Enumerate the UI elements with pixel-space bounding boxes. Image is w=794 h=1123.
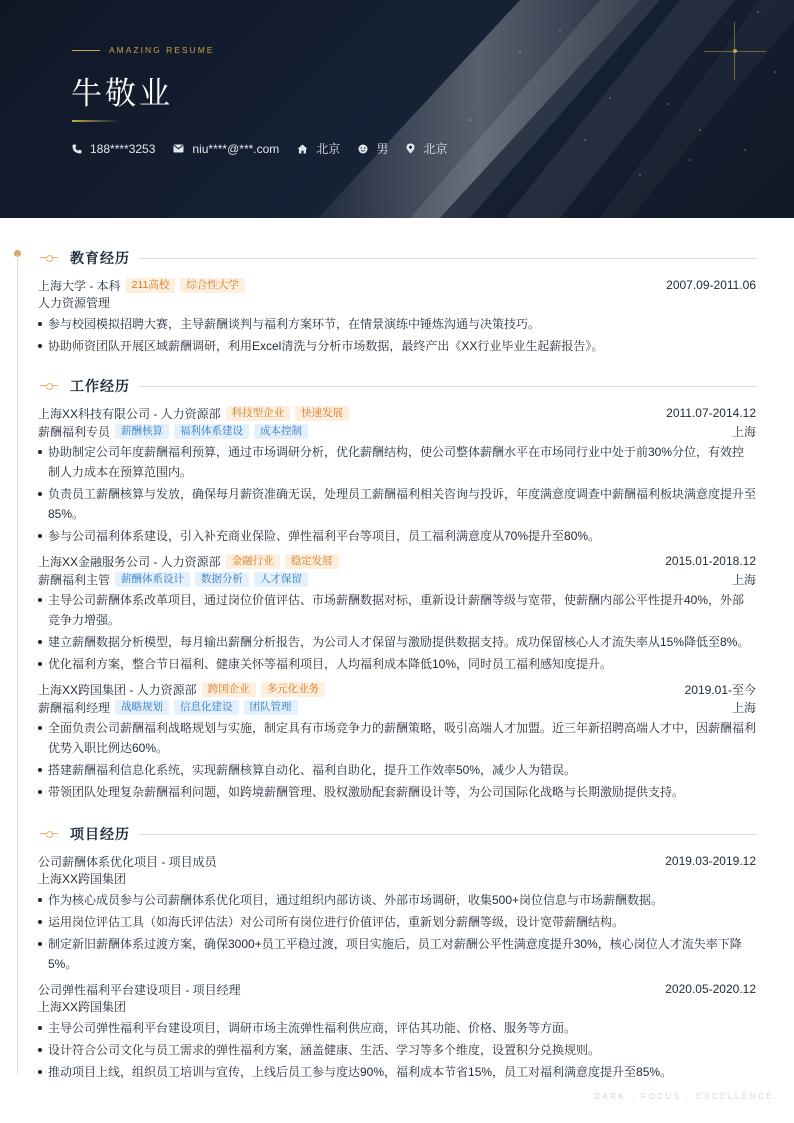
phone-text: 188****3253 (90, 141, 156, 156)
bullet-item: 主导公司弹性福利平台建设项目，调研市场主流弹性福利供应商，评估其功能、价格、服务等方面。 (38, 1018, 756, 1038)
eyebrow-rule (72, 50, 100, 51)
job-title: 薪酬福利专员 (38, 424, 111, 439)
phone-icon (72, 144, 82, 154)
education-entry (38, 276, 756, 356)
job-title: 薪酬福利主管 (38, 572, 111, 587)
job-city: 上海 (731, 572, 756, 587)
gender-text: 男 (376, 142, 389, 156)
bullet-item: 参与校园模拟招聘大赛，主导薪酬谈判与福利方案环节，在情景演练中锤炼沟通与决策技巧。 (38, 314, 756, 334)
bullet-item: 作为核心成员参与公司薪酬体系优化项目，通过组织内部访谈、外部市场调研，收集500+岗位信息与市场薪酬数据。 (38, 890, 756, 910)
bullet-item: 负责员工薪酬核算与发放，确保每月薪资准确无误，处理员工薪酬福利相关咨询与投诉，年度满意度调查中薪酬福利板块满意度提升至85%。 (38, 484, 756, 524)
name-underline (72, 120, 120, 122)
company-name: 上海XX跨国集团 - 人力资源部 (38, 682, 197, 697)
project-org: 上海XX跨国集团 (38, 872, 127, 886)
company-tag: 稳定发展 (285, 554, 339, 569)
company-tag: 跨国企业 (202, 682, 256, 697)
bullet-item: 搭建薪酬福利信息化系统，实现薪酬核算自动化、福利自助化，提升工作效率50%，减少人为错误。 (38, 760, 756, 780)
work-entry (38, 404, 756, 546)
skill-tag: 信息化建设 (174, 700, 239, 715)
skill-tag: 福利体系建设 (174, 424, 249, 439)
bullet-item: 优化福利方案，整合节日福利、健康关怀等福利项目，人均福利成本降低10%，同时员工福利感知度提升。 (38, 654, 756, 674)
work-entry (38, 552, 756, 674)
school-tag: 综合性大学 (180, 278, 245, 293)
bullet-list (38, 590, 756, 674)
bullet-list (38, 890, 756, 974)
entry-date: 2007.09-2011.06 (666, 278, 756, 292)
section-rule (140, 386, 756, 387)
bullet-item: 全面负责公司薪酬福利战略规划与实施，制定具有市场竞争力的薪酬策略，吸引高端人才加盟。近三年新招聘高端人才中，因薪酬福利优势入职比例达60%。 (38, 718, 756, 758)
location-text: 北京 (423, 142, 448, 156)
section-heading (38, 824, 756, 844)
entry-date: 2020.05-2020.12 (665, 982, 756, 996)
bullet-item: 协助制定公司年度薪酬福利预算，通过市场调研分析，优化薪酬结构，使公司整体薪酬水平在市场同行业中处于前30%分位，有效控制人力成本在预算范围内。 (38, 442, 756, 482)
home-icon (297, 144, 308, 154)
section-title: 教育经历 (70, 250, 130, 266)
entry-header (38, 552, 756, 570)
bullet-list (38, 1018, 756, 1082)
section-bullet-icon (40, 385, 58, 386)
project-name: 公司弹性福利平台建设项目 - 项目经理 (38, 982, 241, 997)
bullet-item: 制定新旧薪酬体系过渡方案，确保3000+员工平稳过渡，项目实施后，员工对薪酬公平性满意度提升30%，核心岗位人才流失率下降5%。 (38, 934, 756, 974)
section-rule (140, 834, 756, 835)
project-org: 上海XX跨国集团 (38, 1000, 127, 1014)
skill-tag: 团队管理 (244, 700, 298, 715)
work-entry (38, 680, 756, 802)
contact-location (406, 140, 447, 157)
entry-header (38, 852, 756, 870)
skill-tag: 人才保留 (254, 572, 308, 587)
job-city: 上海 (731, 700, 756, 715)
role-row (38, 570, 756, 588)
section-rule (140, 258, 756, 259)
section-title: 项目经历 (70, 826, 130, 842)
bullet-item: 主导公司薪酬体系改革项目，通过岗位价值评估、市场薪酬数据对标，重新设计薪酬等级与宽带，使薪酬内部公平性提升40%，外部竞争力增强。 (38, 590, 756, 630)
education-section (38, 248, 756, 353)
bullet-item: 参与公司福利体系建设，引入补充商业保险、弹性福利平台等项目，员工福利满意度从70%提升至80%。 (38, 526, 756, 546)
bullet-list (38, 314, 756, 356)
timeline-line (17, 254, 18, 1074)
project-entry (38, 980, 756, 1082)
skill-tag: 数据分析 (195, 572, 249, 587)
major: 人力资源管理 (38, 296, 111, 310)
footer-tagline: DARK · FOCUS · EXCELLENCE (594, 1092, 774, 1101)
school-tag: 211高校 (126, 278, 176, 293)
entry-header (38, 980, 756, 998)
mail-icon (173, 144, 184, 153)
section-heading (38, 248, 756, 268)
company-tag: 多元化业务 (261, 682, 326, 697)
company-name: 上海XX金融服务公司 - 人力资源部 (38, 554, 221, 569)
location-pin-icon (406, 143, 415, 154)
hometown-text: 北京 (316, 142, 341, 156)
entry-date: 2019.01-至今 (684, 682, 756, 697)
skill-tag: 成本控制 (254, 424, 308, 439)
project-entry (38, 852, 756, 974)
skill-tag: 战略规划 (115, 700, 169, 715)
role-row (38, 422, 756, 440)
school-name: 上海大学 - 本科 (38, 278, 121, 293)
contact-phone (72, 142, 155, 156)
job-city: 上海 (731, 424, 756, 439)
section-bullet-icon (40, 833, 58, 834)
company-tag: 金融行业 (226, 554, 280, 569)
eyebrow-text: AMAZING RESUME (109, 45, 215, 55)
project-name: 公司薪酬体系优化项目 - 项目成员 (38, 854, 217, 869)
bullet-list (38, 442, 756, 546)
contact-bar (72, 140, 447, 157)
gender-icon (358, 144, 368, 154)
entry-date: 2011.07-2014.12 (666, 406, 756, 420)
role-row (38, 698, 756, 716)
entry-date: 2015.01-2018.12 (665, 554, 756, 568)
bullet-item: 协助师资团队开展区域薪酬调研，利用Excel清洗与分析市场数据，最终产出《XX行业毕业生起薪报告》。 (38, 336, 756, 356)
work-section (38, 376, 757, 799)
company-tag: 快速发展 (295, 406, 349, 421)
project-section (38, 824, 756, 1079)
candidate-name: 牛敬业 (71, 76, 173, 111)
bullet-item: 运用岗位评估工具（如海氏评估法）对公司所有岗位进行价值评估，重新划分薪酬等级，设计宽带薪酬结构。 (38, 912, 756, 932)
entry-header (38, 404, 756, 422)
bullet-item: 带领团队处理复杂薪酬福利问题，如跨境薪酬管理、股权激励配套薪酬设计等，为公司国际化战略与长期激励提供支持。 (38, 782, 756, 802)
bullet-item: 设计符合公司文化与员工需求的弹性福利方案，涵盖健康、生活、学习等多个维度，设置积分兑换规则。 (38, 1040, 756, 1060)
contact-email (173, 142, 279, 156)
entry-header (38, 680, 756, 698)
resume-header (0, 0, 794, 218)
bullet-item: 建立薪酬数据分析模型，每月输出薪酬分析报告，为公司人才保留与激励提供数据支持。成功保留核心人才流失率从15%降低至8%。 (38, 632, 756, 652)
company-tag: 科技型企业 (226, 406, 291, 421)
entry-header (38, 276, 756, 294)
section-bullet-icon (40, 257, 58, 258)
skill-tag: 薪酬核算 (115, 424, 169, 439)
contact-hometown (297, 140, 340, 157)
entry-date: 2019.03-2019.12 (665, 854, 756, 868)
company-name: 上海XX科技有限公司 - 人力资源部 (38, 406, 221, 421)
skill-tag: 薪酬体系设计 (115, 572, 190, 587)
section-title: 工作经历 (70, 378, 130, 394)
email-text: niu****@***.com (192, 141, 280, 156)
bullet-item: 推动项目上线，组织员工培训与宣传，上线后员工参与度达90%，福利成本节省15%，员工对福利满意度提升至85%。 (38, 1062, 756, 1082)
section-heading (38, 376, 756, 396)
contact-gender (358, 140, 388, 157)
bullet-list (38, 718, 756, 802)
job-title: 薪酬福利经理 (38, 700, 111, 715)
